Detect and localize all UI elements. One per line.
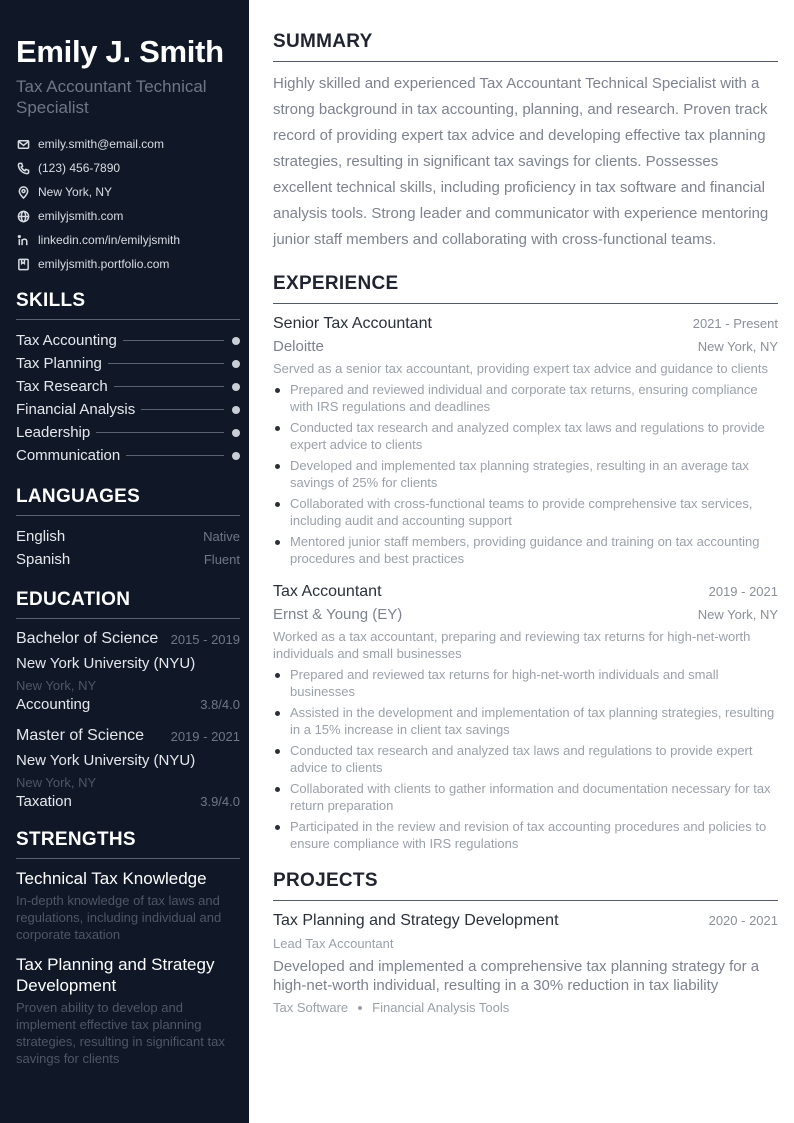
education-school: New York University (NYU) <box>16 655 196 672</box>
contact-linkedin-text: linkedin.com/in/emilyjsmith <box>38 233 181 247</box>
skill-dot <box>232 360 240 368</box>
skill-item <box>16 329 240 352</box>
portfolio-icon <box>16 257 30 271</box>
job-bullets <box>273 381 778 567</box>
education-degree: Master of Science <box>16 727 145 744</box>
email-icon <box>16 137 30 151</box>
summary-text: Highly skilled and experienced Tax Accountant Technical Specialist with a strong background in tax accounting, planning, and research. Proven track record of providing expert tax advice and developing effective tax planning strategies, resulting in significant tax savings for clients. Possesses excellent technical skills, including proficiency in tax software and financial analysis tools. Strong leader and communicator with experience mentoring junior staff members and collaborating with cross-functional teams. <box>273 75 769 248</box>
job-title: Tax Accountant <box>273 583 382 600</box>
education-gpa: 3.8/4.0 <box>200 697 240 712</box>
job-bullet: Collaborated with clients to gather information and documentation necessary for tax return preparation <box>273 780 778 814</box>
job-description: Served as a senior tax accountant, providing expert tax advice and guidance to clients <box>273 361 769 376</box>
job-company: Ernst & Young (EY) <box>273 606 403 623</box>
skill-item <box>16 375 240 398</box>
strength-item <box>16 868 240 943</box>
contact-website[interactable] <box>16 204 240 228</box>
skill-dot <box>232 429 240 437</box>
strength-title: Technical Tax Knowledge <box>16 869 207 888</box>
contact-list <box>16 132 240 276</box>
linkedin-icon <box>16 233 30 247</box>
job-company: Deloitte <box>273 338 324 355</box>
skill-dot <box>232 452 240 460</box>
contact-phone-text: (123) 456-7890 <box>38 161 121 175</box>
job-bullet: Developed and implemented tax planning strategies, resulting in an average tax savings of 25% for clients <box>273 457 778 491</box>
skill-dot <box>232 337 240 345</box>
contact-email[interactable] <box>16 132 240 156</box>
job-location: New York, NY <box>697 339 778 354</box>
language-level: Fluent <box>203 552 240 567</box>
summary-heading: SUMMARY <box>273 31 778 62</box>
job-description: Worked as a tax accountant, preparing and reviewing tax returns for high-net-worth individuals and small businesses <box>273 629 751 661</box>
strength-description: In-depth knowledge of tax laws and regulations, including individual and corporate taxation <box>16 893 222 942</box>
education-field: Taxation <box>16 793 72 810</box>
education-school: New York University (NYU) <box>16 752 196 769</box>
project-tag: Tax Software <box>273 1000 349 1015</box>
education-heading: EDUCATION <box>16 589 240 619</box>
strength-title: Tax Planning and Strategy Development <box>16 955 215 995</box>
project-tag: Financial Analysis Tools <box>372 1000 510 1015</box>
skill-divider <box>123 340 224 341</box>
job-item <box>273 581 778 852</box>
main-content <box>273 31 778 1015</box>
skill-item <box>16 398 240 421</box>
job-bullet: Assisted in the development and implementation of tax planning strategies, resulting in a 15% increase in client tax savings <box>273 704 778 738</box>
project-dates: 2020 - 2021 <box>708 913 778 928</box>
skill-divider <box>141 409 224 410</box>
skill-divider <box>114 386 224 387</box>
contact-email-text: emily.smith@email.com <box>38 137 164 151</box>
project-role: Lead Tax Accountant <box>273 936 394 951</box>
job-bullet: Conducted tax research and analyzed tax laws and regulations to provide expert advice to clients <box>273 742 778 776</box>
skill-label: Leadership <box>16 424 91 441</box>
job-item <box>273 313 778 567</box>
location-icon <box>16 185 30 199</box>
job-title: Senior Tax Accountant <box>273 315 432 332</box>
skill-dot <box>232 383 240 391</box>
skill-label: Communication <box>16 447 121 464</box>
contact-location-text: New York, NY <box>38 185 113 199</box>
education-location: New York, NY <box>16 775 97 790</box>
job-bullet: Collaborated with cross-functional teams to provide comprehensive tax services, including audit and accounting support <box>273 495 778 529</box>
contact-location <box>16 180 240 204</box>
project-item <box>273 910 778 1015</box>
skill-item <box>16 352 240 375</box>
education-item <box>16 628 240 713</box>
contact-website-text: emilyjsmith.com <box>38 209 124 223</box>
candidate-title: Tax Accountant Technical Specialist <box>16 77 207 117</box>
skill-label: Tax Research <box>16 378 108 395</box>
projects-heading: PROJECTS <box>273 870 778 901</box>
languages-heading: LANGUAGES <box>16 486 240 516</box>
education-dates: 2015 - 2019 <box>170 631 240 647</box>
skill-item <box>16 444 240 467</box>
strength-item <box>16 954 240 1067</box>
contact-linkedin[interactable] <box>16 228 240 252</box>
language-item <box>16 525 240 548</box>
education-field: Accounting <box>16 696 91 713</box>
job-dates: 2019 - 2021 <box>708 584 778 599</box>
skill-item <box>16 421 240 444</box>
skill-divider <box>126 455 224 456</box>
skill-divider <box>108 363 224 364</box>
sidebar <box>0 0 249 1123</box>
candidate-name: Emily J. Smith <box>16 34 224 69</box>
language-name: English <box>16 528 66 545</box>
job-bullet: Participated in the review and revision of tax accounting procedures and policies to ensure compliance with IRS regulations <box>273 818 778 852</box>
skill-divider <box>96 432 224 433</box>
job-dates: 2021 - Present <box>692 316 778 331</box>
strength-description: Proven ability to develop and implement effective tax planning strategies, resulting in significant tax savings for clients <box>16 1000 225 1066</box>
job-bullet: Mentored junior staff members, providing guidance and training on tax accounting procedures and best practices <box>273 533 778 567</box>
skill-label: Financial Analysis <box>16 401 136 418</box>
education-item <box>16 725 240 810</box>
skill-label: Tax Accounting <box>16 332 117 349</box>
education-degree: Bachelor of Science <box>16 630 159 647</box>
job-bullets <box>273 666 778 852</box>
language-level: Native <box>203 529 240 544</box>
languages-list <box>16 525 240 571</box>
education-location: New York, NY <box>16 678 97 693</box>
contact-phone[interactable] <box>16 156 240 180</box>
phone-icon <box>16 161 30 175</box>
globe-icon <box>16 209 30 223</box>
job-location: New York, NY <box>697 607 778 622</box>
job-bullet: Prepared and reviewed individual and corporate tax returns, ensuring compliance with IRS regulations and deadlines <box>273 381 778 415</box>
project-tags <box>273 1000 778 1015</box>
job-bullet: Prepared and reviewed tax returns for high-net-worth individuals and small businesses <box>273 666 778 700</box>
education-gpa: 3.9/4.0 <box>200 794 240 809</box>
skill-dot <box>232 406 240 414</box>
skills-heading: SKILLS <box>16 290 240 320</box>
experience-heading: EXPERIENCE <box>273 273 778 304</box>
project-description: Developed and implemented a comprehensive tax planning strategy for a high-net-worth individual, resulting in a 30% reduction in tax liability <box>273 958 760 994</box>
tag-separator <box>358 1006 362 1010</box>
strengths-heading: STRENGTHS <box>16 829 240 859</box>
skills-list <box>16 329 240 467</box>
language-name: Spanish <box>16 551 71 568</box>
education-dates: 2019 - 2021 <box>170 728 240 744</box>
skill-label: Tax Planning <box>16 355 102 372</box>
contact-portfolio[interactable] <box>16 252 240 276</box>
contact-portfolio-text: emilyjsmith.portfolio.com <box>38 257 170 271</box>
job-bullet: Conducted tax research and analyzed complex tax laws and regulations to provide expert advice to clients <box>273 419 778 453</box>
project-title: Tax Planning and Strategy Development <box>273 912 559 929</box>
language-item <box>16 548 240 571</box>
